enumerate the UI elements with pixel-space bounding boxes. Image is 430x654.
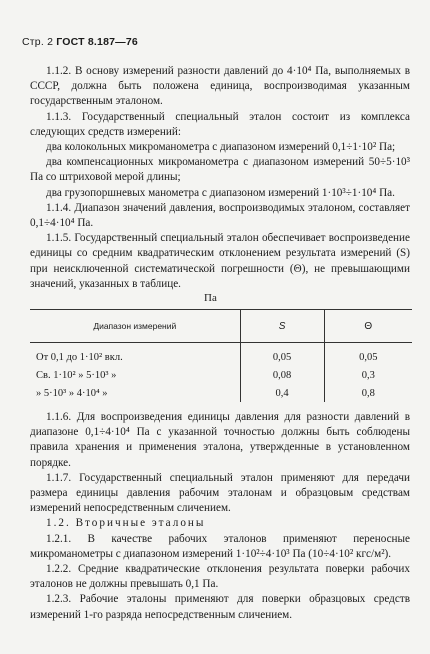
- paragraph-1-2-3: 1.2.3. Рабочие эталоны применяют для поверки образцовых средств измерений 1-го разряда непосредственным сличением.: [30, 593, 410, 621]
- page-number: Стр. 2: [22, 36, 54, 48]
- paragraph-1-1-7: 1.1.7. Государственный специальный эталон применяют для передачи размера единицы давления рабочим эталонам и образцовым средствам измерений непосредственным сличением.: [30, 471, 410, 515]
- paragraph-1-1-6: 1.1.6. Для воспроизведения единицы давления для разности давлений в диапазоне 0,1÷4·10⁴ Па с указанной точностью должны быть соблюдены правила хранения и применения эталона, утвержденные в установленном порядке.: [30, 411, 410, 469]
- table-header-row: [30, 310, 412, 343]
- paragraph-1-2-1: 1.2.1. В качестве рабочих эталонов применяют переносные микроманометры с диапазоном измерений 1·10²÷4·10³ Па (10÷4·10² кгс/м²).: [30, 532, 410, 560]
- accuracy-table: [30, 309, 412, 402]
- cell-theta: 0,05: [324, 343, 412, 367]
- cell-s: 0,05: [240, 343, 324, 367]
- section-heading-1-2: 1.2. Вторичные эталоны: [46, 517, 206, 530]
- cell-theta: 0,8: [324, 384, 412, 402]
- cell-s: 0,08: [240, 366, 324, 384]
- text-block-top: [30, 64, 410, 292]
- table-row: [30, 366, 412, 384]
- list-item-compensation-micromanometer: два компенсационных микроманометра с диапазоном измерений 50÷5·10³ Па со штриховой мерой длины;: [30, 156, 410, 184]
- paragraph-1-1-4: 1.1.4. Диапазон значений давления, воспроизводимых эталоном, составляет 0,1÷4·10⁴ Па.: [30, 201, 410, 230]
- header-range: Диапазон измерений: [30, 310, 240, 343]
- table-row: [30, 343, 412, 367]
- cell-range: » 5·10³ » 4·10⁴ »: [36, 387, 108, 399]
- cell-range: От 0,1 до 1·10² вкл.: [36, 351, 123, 363]
- paragraph-1-1-2: 1.1.2. В основу измерений разности давлений до 4·10⁴ Па, выполняемых в СССР, должна быть положена единица, воспроизводимая указанным государственным эталоном.: [30, 65, 410, 108]
- cell-theta: 0,3: [324, 366, 412, 384]
- table-unit-caption: Па: [204, 292, 217, 304]
- list-item-piston-manometer: два грузопоршневых манометра с диапазоном измерений 1·10³÷1·10⁴ Па.: [46, 186, 395, 199]
- page-header: [22, 36, 138, 48]
- header-s: S: [240, 310, 324, 343]
- text-block-bottom: [30, 410, 410, 623]
- standard-code: ГОСТ 8.187—76: [56, 36, 138, 48]
- header-theta: Θ: [324, 310, 412, 343]
- paragraph-1-2-2: 1.2.2. Средние квадратические отклонения результата поверки рабочих эталонов не должны превышать 0,1 Па.: [30, 563, 410, 591]
- paragraph-1-1-5: 1.1.5. Государственный специальный эталон обеспечивает воспроизведение единицы со средним квадратическим отклонением результата измерений (S) при неисключенной систематической погрешности (Θ), не превышающими значений, указанных в таблице.: [30, 232, 410, 290]
- table-row: [30, 384, 412, 402]
- cell-range: Св. 1·10² » 5·10³ »: [36, 369, 117, 381]
- paragraph-1-1-3: 1.1.3. Государственный специальный эталон состоит из комплекса следующих средств измерений:: [30, 110, 410, 138]
- cell-s: 0,4: [240, 384, 324, 402]
- list-item-bell-micromanometer: два колокольных микроманометра с диапазоном измерений 0,1÷1·10² Па;: [46, 141, 396, 154]
